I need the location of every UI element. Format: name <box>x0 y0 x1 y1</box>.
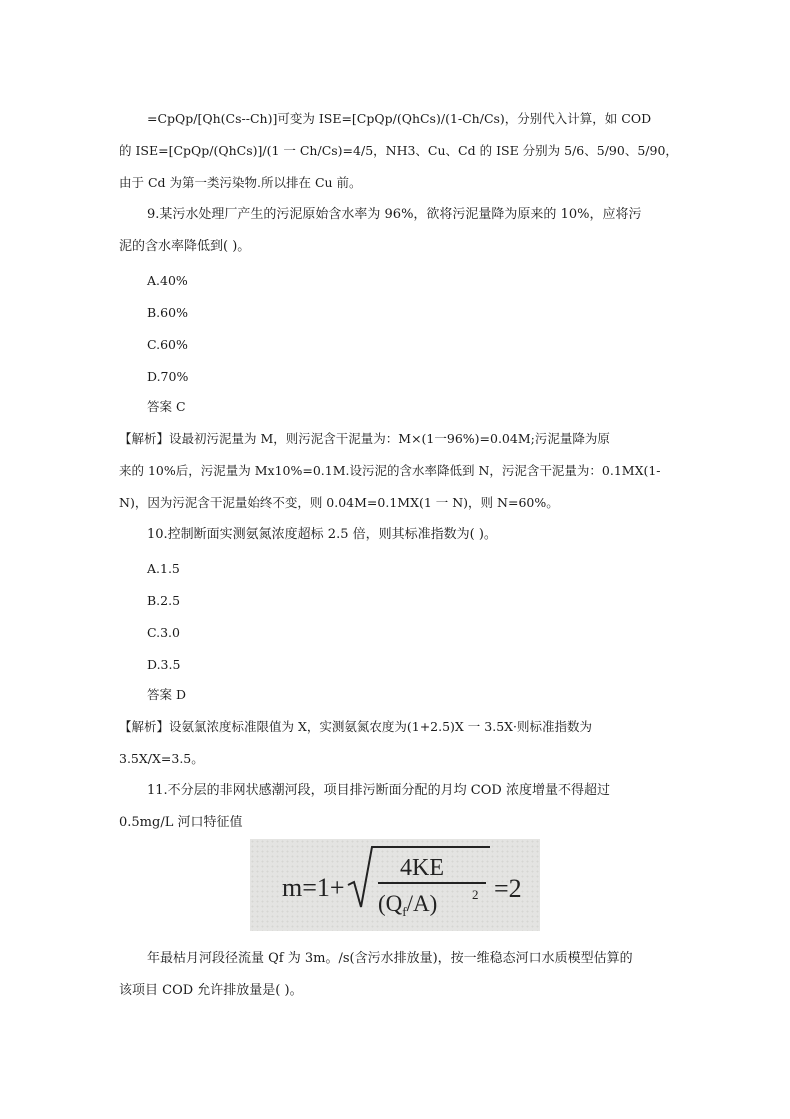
text-line: 由于 Cd 为第一类污染物.所以排在 Cu 前。 <box>119 175 362 190</box>
explanation: 来的 10%后，污泥量为 Mx10%=0.1M.设污泥的含水率降低到 N，污泥含干泥量为：0.1MX(1- <box>119 463 661 478</box>
question-11-text: 0.5mg/L 河口特征值 <box>119 815 243 830</box>
question-11-text: 该项目 COD 允许排放量是( )。 <box>119 983 303 998</box>
question-11-text: 年最枯月河段径流量 Qf 为 3m。/s(含污水排放量)，按一维稳态河口水质模型估算的 <box>147 951 633 966</box>
formula-rhs: =2 <box>494 874 522 903</box>
formula-numerator: 4KE <box>400 855 444 881</box>
question-11-text: 11.不分层的非网状感潮河段，项目排污断面分配的月均 COD 浓度增量不得超过 <box>147 783 610 798</box>
text-line: =CpQp/[Qh(Cs--Ch)]可变为 ISE=[CpQp/(QhCs)/(1-Ch/Cs)，分别代入计算，如 COD <box>147 111 652 126</box>
option-b: B.60% <box>147 305 188 320</box>
answer: 答案 D <box>147 687 186 702</box>
question-10-text: 10.控制断面实测氨氮浓度超标 2.5 倍，则其标准指数为( )。 <box>147 527 497 542</box>
option-c: C.60% <box>147 337 188 352</box>
formula-lhs: m=1+ <box>282 873 345 902</box>
explanation: 3.5X/X=3.5。 <box>119 751 204 766</box>
option-b: B.2.5 <box>147 593 181 608</box>
option-a: A.40% <box>147 273 188 288</box>
option-a: A.1.5 <box>147 561 180 576</box>
formula-image <box>250 839 540 931</box>
denominator-sub: f <box>402 904 407 919</box>
formula-svg <box>250 839 540 931</box>
answer: 答案 C <box>147 399 186 414</box>
explanation: 【解析】设氨氯浓度标准限值为 X，实测氨氮农度为(1+2.5)X 一 3.5X·则标准指数为 <box>119 719 593 734</box>
question-9-text: 泥的含水率降低到( )。 <box>119 239 251 254</box>
option-d: D.3.5 <box>147 657 181 672</box>
explanation: N)，因为污泥含干泥量始终不变，则 0.04M=0.1MX(1 一 N)，则 N=60%。 <box>119 495 559 510</box>
formula-exponent: 2 <box>472 887 479 902</box>
denominator-tail: /A) <box>406 891 438 916</box>
option-c: C.3.0 <box>147 625 180 640</box>
explanation: 【解析】设最初污泥量为 M，则污泥含干泥量为：M×(1一96%)=0.04M;污泥量降为原 <box>119 431 610 446</box>
formula-denominator <box>378 891 437 919</box>
option-d: D.70% <box>147 369 189 384</box>
text-line: 的 ISE=[CpQp/(QhCs)]/(1 一 Ch/Cs)=4/5，NH3、Cu、Cd 的 ISE 分别为 5/6、5/90、5/90， <box>119 143 678 158</box>
denominator-q: (Q <box>378 891 403 916</box>
question-9-text: 9.某污水处理厂产生的污泥原始含水率为 96%，欲将污泥量降为原来的 10%，应将污 <box>147 207 642 222</box>
